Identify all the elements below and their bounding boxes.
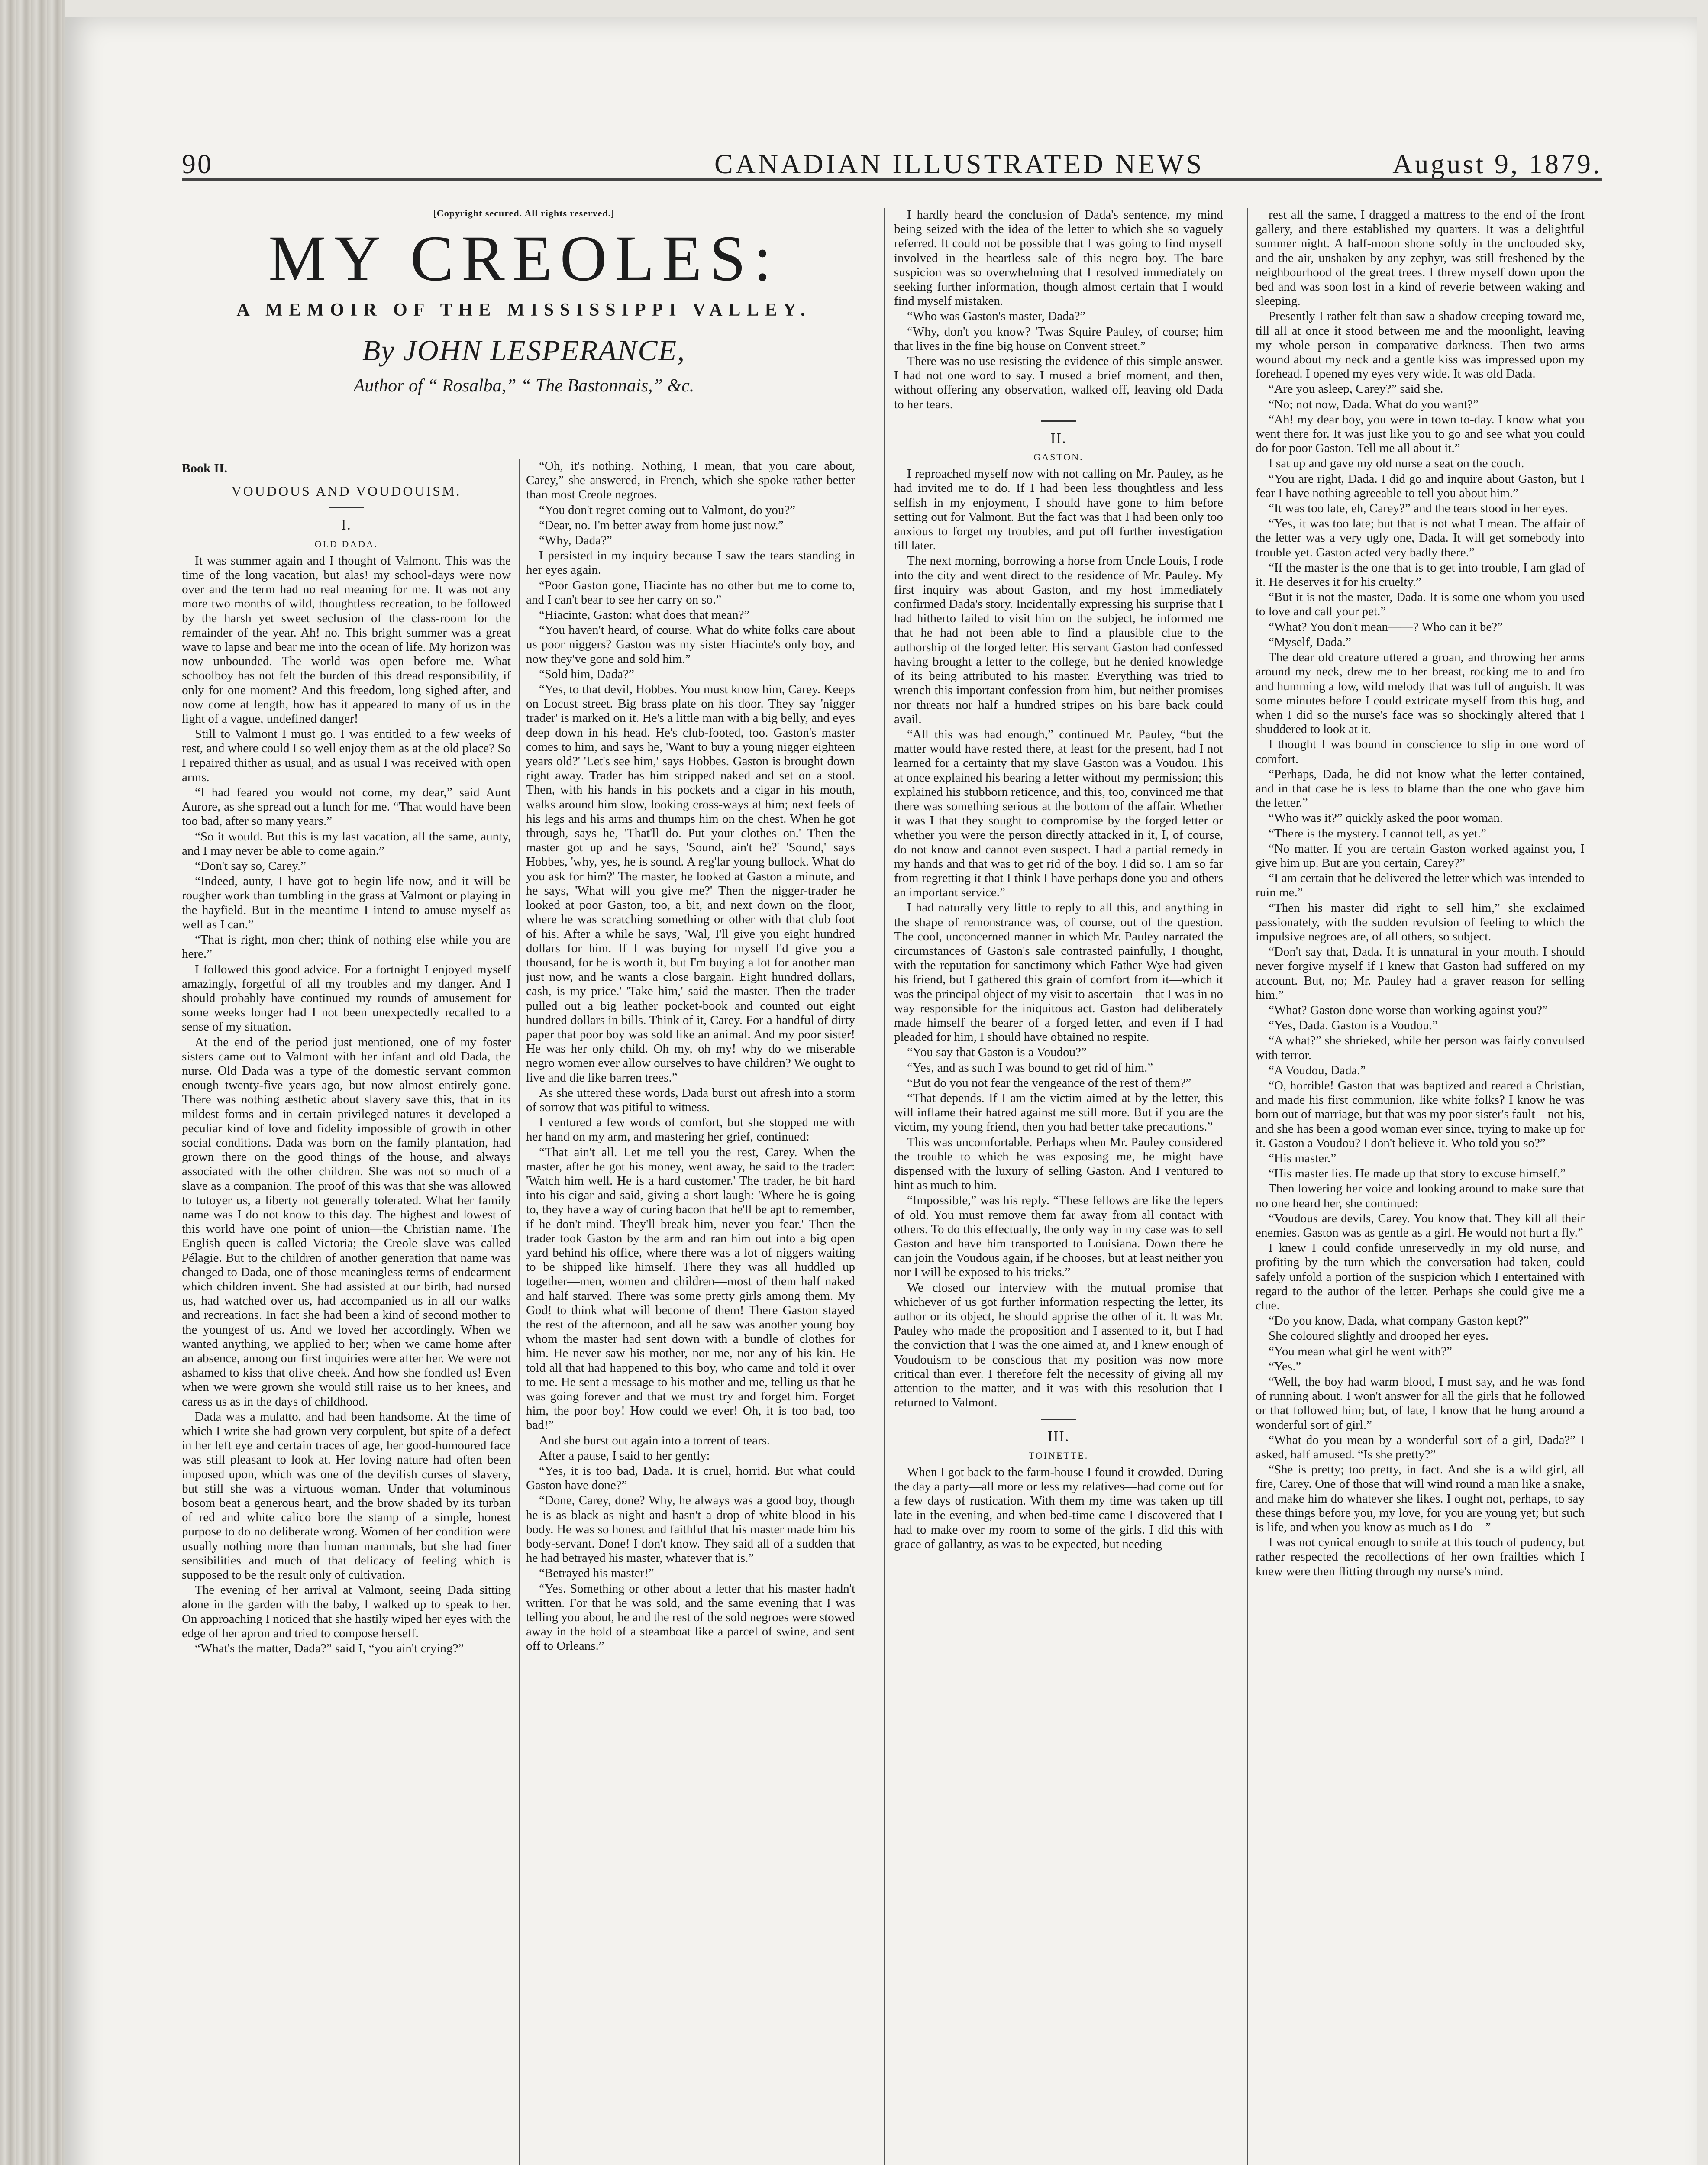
paragraph: rest all the same, I dragged a mattress to the end of the front gallery, and there established my quarters. It was a delightful summer night. A half-moon shone softly in the unclouded sky, and the air, unshaken by any zephyr, was still freshened by the neighbourhood of the great trees. I threw myself down upon the bed and was soon lost in a kind of reverie between waking and sleeping. — [1256, 208, 1585, 308]
column-1 — [182, 461, 511, 1657]
column-2 — [526, 459, 855, 1654]
chapter-3-numeral: III. — [1047, 1428, 1070, 1445]
paragraph: “A what?” she shrieked, while her person was fairly convulsed with terror. — [1256, 1034, 1585, 1062]
column-rule — [884, 208, 885, 2165]
paragraph: “Do you know, Dada, what company Gaston kept?” — [1269, 1314, 1529, 1328]
paragraph: “You are right, Dada. I did go and inquire about Gaston, but I fear I have nothing agreeable to tell you about him.” — [1256, 472, 1585, 500]
paragraph: “What? Gaston done worse than working against you?” — [1269, 1003, 1548, 1017]
paragraph: “Hiacinte, Gaston: what does that mean?” — [539, 608, 750, 622]
paragraph: “Dear, no. I'm better away from home just now.” — [539, 518, 784, 532]
paragraph: The dear old creature uttered a groan, and throwing her arms around my neck, drew me to her breast, rocking me to and fro and humming a low, wild melody that was full of anguish. It was some minutes before I could extricate myself from this hug, and when I did so the nurse's face was so shockingly altered that I shuddered to look at it. — [1256, 650, 1585, 737]
chapter-3-body — [894, 1465, 1223, 1551]
paragraph: “Poor Gaston gone, Hiacinte has no other but me to come to, and I can't bear to see her carry on so.” — [526, 578, 855, 607]
paragraph: “O, horrible! Gaston that was baptized and reared a Christian, and made his first communion, like white folks? I know he was born out of marriage, but that was my poor sister's fault—not his, and she has been a good woman ever since, trying to make up for it. Gaston a Voudou? I don't believe it. Who told you so?” — [1256, 1078, 1585, 1150]
publication-title: CANADIAN ILLUSTRATED NEWS — [714, 149, 1204, 179]
paragraph: After a pause, I said to her gently: — [539, 1448, 710, 1463]
running-head — [182, 148, 1602, 181]
paragraph: The next morning, borrowing a horse from Uncle Louis, I rode into the city and went direct to the residence of Mr. Pauley. My first inquiry was about Gaston, and my host immediately confirmed Dada's story. Incidentally expressing his surprise that I had hitherto failed to visit him on the subject, he informed me that he had not been able to find a plausible clue to the authorship of the forged letter. His servant Gaston had confessed having brought a letter to the college, but he denied knowledge of its being attributed to his master. Everything was tried to wrench this important confession from him, but neither promises nor threats nor half a hundred stripes on his bare back could avail. — [894, 554, 1223, 726]
paragraph: “Voudous are devils, Carey. You know that. They kill all their enemies. Gaston was as gentle as a girl. He would not hurt a fly.” — [1256, 1211, 1585, 1240]
paragraph: “I had feared you would not come, my dear,” said Aunt Aurore, as she spread out a lunch for me. “That would have been too bad, after so many years.” — [182, 785, 511, 828]
paragraph: “I am certain that he delivered the letter which was intended to ruin me.” — [1256, 871, 1585, 900]
paragraph: She coloured slightly and drooped her eyes. — [1269, 1329, 1489, 1343]
paragraph: “There is the mystery. I cannot tell, as yet.” — [1269, 826, 1487, 840]
paragraph: I reproached myself now with not calling on Mr. Pauley, as he had invited me to do. If I had been less thoughtless and less selfish in my enjoyment, I should have gone to him before setting out for Valmont. But the fact was that I had been only too anxious to forget my troubles, and put off further investigation till later. — [894, 467, 1223, 553]
paragraph: “Yes, and as such I was bound to get rid of him.” — [907, 1060, 1153, 1075]
paragraph: “If the master is the one that is to get into trouble, I am glad of it. He deserves it for his cruelty.” — [1256, 560, 1585, 589]
paragraph: “Who was Gaston's master, Dada?” — [907, 309, 1086, 323]
paragraph: “His master lies. He made up that story to excuse himself.” — [1269, 1167, 1566, 1181]
paragraph: “Well, the boy had warm blood, I must say, and he was fond of running about. I won't answer for all the girls that he followed or that followed him; but, of late, I know that he hung around a wonderful sort of girl.” — [1256, 1375, 1585, 1432]
paragraph: “Myself, Dada.” — [1269, 635, 1351, 649]
paragraph: “Done, Carey, done? Why, he always was a good boy, though he is as black as night and hasn't a drop of white blood in his body. He was so honest and faithful that his master made him his body-servant. Done! I don't know. They said all of a sudden that he had betrayed his master, whatever that is.” — [526, 1493, 855, 1565]
paragraph: “Sold him, Dada?” — [539, 667, 634, 681]
paragraph: “Don't say so, Carey.” — [195, 859, 307, 873]
binding-edge — [0, 0, 65, 2165]
paragraph: “What? You don't mean——? Who can it be?” — [1269, 620, 1503, 634]
paragraph: We closed our interview with the mutual promise that whichever of us got further information respecting the letter, its author or its object, he should apprise the other of it. It was Mr. Pauley who made the proposition and I assented to it, but I had the conviction that I was the one aimed at, and I knew enough of Voudouism to be conscious that my position was now more critical than ever. I therefore felt the necessity of giving all my attention to the matter, and it was with this resolution that I returned to Valmont. — [894, 1280, 1223, 1410]
paragraph: “Yes. Something or other about a letter that his master hadn't written. For that he was sold, and the same evening that I was telling you about, he and the rest of the sold negroes were stowed away in the hold of a steamboat like a parcel of swine, and sent off to Orleans.” — [526, 1581, 855, 1653]
paragraph: I hardly heard the conclusion of Dada's sentence, my mind being seized with the idea of the letter to which she so vaguely referred. It could not be possible that I was going to find myself involved in the heartless sale of this negro boy. The bare suspicion was so overwhelming that I resolved immediately on seeking further information, though almost certain that I would find myself mistaken. — [894, 208, 1223, 308]
paragraph: “His master.” — [1269, 1151, 1337, 1165]
paragraph: I followed this good advice. For a fortnight I enjoyed myself amazingly, forgetful of all my troubles and my danger. And I should probably have continued my rounds of amusement for some weeks longer had I not been unexpectedly recalled to a sense of my situation. — [182, 962, 511, 1034]
paragraph: “But it is not the master, Dada. It is some one whom you used to love and call your pet.” — [1256, 590, 1585, 619]
chapter-3-title: TOINETTE. — [1028, 1450, 1089, 1461]
paragraph: When I got back to the farm-house I found it crowded. During the day a party—all more or less my relatives—had come out for a few days of rustication. With them my time was taken up till late in the evening, and when bed-time came I discovered that I had to make over my room to some of the girls. I did this with grace of gallantry, as was to be expected, but needing — [894, 1465, 1223, 1551]
copyright-notice: [Copyright secured. All rights reserved.] — [433, 208, 615, 219]
divider — [329, 507, 364, 508]
chapter-1-continued — [526, 459, 855, 1654]
paragraph: “Betrayed his master!” — [539, 1566, 654, 1580]
paragraph: I sat up and gave my old nurse a seat on the couch. — [1269, 456, 1524, 471]
paragraph: “Ah! my dear boy, you were in town to-day. I know what you went there for. It was just like you to go and see what you could do for poor Gaston. Tell me all about it.” — [1256, 412, 1585, 456]
paragraph: “All this was had enough,” continued Mr. Pauley, “but the matter would have rested there, at least for the present, had I not learned for a certainty that my slave Gaston was a Voudou. This at once explained his bearing a letter without my permission; this explained his stubborn reticence, and this, too, convinced me that there was something serious at the bottom of the affair. Whether it was I that they sought to compromise by the forged letter or whether you were the person directly attacked in it, I, of course, do not know and cannot even suspect. I had a partial remedy in my hands and that was to get rid of the boy. I did so. I am so far from regretting it that I think I have perhaps done you and others an important service.” — [894, 727, 1223, 900]
paragraph: “Don't say that, Dada. It is unnatural in your mouth. I should never forgive myself if I knew that Gaston had suffered on my account. But, no; Mr. Pauley had a graver reason for selling him.” — [1256, 945, 1585, 1002]
paragraph: I ventured a few words of comfort, but she stopped me with her hand on my arm, and mastering her grief, continued: — [526, 1115, 855, 1144]
paragraph: I knew I could confide unreservedly in my old nurse, and profiting by the turn which the conversation had taken, could safely unfold a portion of the suspicion which I entertained with regard to the author of the letter. Perhaps she could give me a clue. — [1256, 1241, 1585, 1313]
paragraph: I thought I was bound in conscience to slip in one word of comfort. — [1256, 737, 1585, 766]
paragraph: “Oh, it's nothing. Nothing, I mean, that you care about, Carey,” she answered, in French, which she spoke rather better than most Creole negroes. — [526, 459, 855, 502]
paragraph: Still to Valmont I must go. I was entitled to a few weeks of rest, and where could I so well enjoy them as at the old place? So I repaired thither as usual, and as usual I was received with open arms. — [182, 727, 511, 784]
divider — [1041, 420, 1076, 422]
chapter-1-title: OLD DADA. — [314, 538, 378, 549]
byline: By JOHN LESPERANCE, — [362, 334, 686, 367]
paragraph: “But do you not fear the vengeance of the rest of them?” — [907, 1076, 1191, 1090]
paragraph: “Are you asleep, Carey?” said she. — [1269, 382, 1443, 396]
paragraph: “That ain't all. Let me tell you the rest, Carey. When the master, after he got his money, went away, he said to the trader: 'Watch him well. He is a hard customer.' The trader, he bit hard into his cigar and said, giving a short laugh: 'Where he is going to, they have a way of curing bacon that he'll be apt to remember, if he don't mind. They'll break him, never you fear.' Then the trader took Gaston by the arm and ran him out into a big open yard behind his office, where there was a lot of niggers waiting to be shipped like himself. There they was all huddled up together—men, women and children—most of them half naked and half starved. There was some pretty girls among them. My God! to think what will become of them! There Gaston stayed the rest of the afternoon, and all he saw was another young boy whom the master had sent down with a bundle of clothes for him. He never saw his mother, nor me, nor any of his kin. He told all that had happened to this boy, who came and told it over to me. He sent a message to his mother and me, telling us that he was going forever and that we must try and forget him. Forget him, the poor boy! How could we ever! Oh, it is too bad, too bad!” — [526, 1145, 855, 1432]
issue-date: August 9, 1879. — [1392, 149, 1602, 179]
paragraph: I had naturally very little to reply to all this, and anything in the shape of remonstrance was, of course, out of the question. The cool, unconcerned manner in which Mr. Pauley narrated the circumstances of Gaston's sale contrasted painfully, I thought, with the reputation for sanctimony which Father Wye had given his friend, but I gathered this grain of comfort from it—which it was the principal object of my visit to ascertain—that I was in no way responsible for the iniquitous act. Gaston had deliberately made himself the bearer of a forged letter, and even if I had pleaded for him, I should have obtained no respite. — [894, 901, 1223, 1044]
paragraph: “Why, Dada?” — [539, 533, 612, 548]
paragraph: “That is right, mon cher; think of nothing else while you are here.” — [182, 933, 511, 961]
paragraph: “Yes, Dada. Gaston is a Voudou.” — [1269, 1018, 1438, 1033]
column-rule — [1247, 208, 1248, 2165]
paragraph: “Yes.” — [1269, 1359, 1301, 1373]
paragraph: “What do you mean by a wonderful sort of a girl, Dada?” I asked, half amused. “Is she pretty?” — [1256, 1433, 1585, 1462]
paragraph: “That depends. If I am the victim aimed at by the letter, this will inflame their hatred against me still more. But if you are the victim, my young friend, then you had better take precautions.” — [894, 1091, 1223, 1134]
chapter-2-body — [894, 467, 1223, 1410]
paragraph: Presently I rather felt than saw a shadow creeping toward me, till all at once it stood between me and the moonlight, leaving my whole person in comparative darkness. Then two arms wound about my neck and a gentle kiss was impressed upon my forehead. I opened my eyes very wide. It was old Dada. — [1256, 309, 1585, 381]
paragraph: “You don't regret coming out to Valmont, do you?” — [539, 503, 796, 517]
chapter-1-body — [182, 554, 511, 1656]
paragraph: “She is pretty; too pretty, in fact. And she is a wild girl, all fire, Carey. One of those that will wind round a man like a snake, and make him do whatever she likes. I ought not, perhaps, to say these things before you, my love, for you are young yet; but such is life, and when you know as much as I do—” — [1256, 1463, 1585, 1535]
paragraph: “A Voudou, Dada.” — [1269, 1063, 1366, 1077]
paragraph: “Then his master did right to sell him,” she exclaimed passionately, with the sudden revulsion of feeling to which the impulsive negroes are, of all others, so subject. — [1256, 901, 1585, 944]
paragraph: “What's the matter, Dada?” said I, “you ain't crying?” — [195, 1642, 464, 1656]
paragraph: At the end of the period just mentioned, one of my foster sisters came out to Valmont with her infant and old Dada, the nurse. Old Dada was a type of the domestic servant common enough twenty-five years ago, but now almost entirely gone. There was nothing æsthetic about slavery save this, that in its mildest forms and in certain privileged natures it developed a peculiar kind of love and fidelity impossible of growth in other social conditions. Dada was born on the family plantation, had grown there on the good things of the house, and always associated with the other children. She was not so much of a slave as a companion. The proof of this was that she was allowed to tutoyer us, a liberty not generally tolerated. What her family name was I do not know to this day. The highest and lowest of this world have one point of union—the Christian name. The English queen is called Victoria; the Creole slave was called Pélagie. But to the children of another generation that name was changed to Dada, one of those meaningless terms of endearment which children invent. She had assisted at our birth, had nursed us, had watched over us, had accompanied us in all our walks and recreations. In fact she had been a kind of second mother to the youngest of us. And we loved her accordingly. When we wanted anything, we applied to her; when we came home after an absence, among our first inquiries were after her. We were not ashamed to kiss that olive cheek. And how she fondled us! Even when we were grown she would still raise us to her knees, and caress us as in the days of childhood. — [182, 1035, 511, 1409]
chapter-1-numeral: I. — [341, 517, 352, 533]
paragraph: I was not cynical enough to smile at this touch of pudency, but rather respected the recollections of her own frailties which I knew were then flitting through my nurse's mind. — [1256, 1535, 1585, 1578]
book-label: Book II. — [182, 461, 228, 475]
chapter-2-title: GASTON. — [1033, 452, 1084, 463]
paragraph: “No matter. If you are certain Gaston worked against you, I give him up. But are you certain, Carey?” — [1256, 841, 1585, 870]
paragraph: Dada was a mulatto, and had been handsome. At the time of which I write she had grown very corpulent, but spite of a defect in her left eye and certain traces of age, her good-humoured face was still pleasant to look at. Her loving nature had often been imposed upon, which was one of the devilish curses of slavery, but still she was a virtuous woman. Under that voluminous bosom beat a generous heart, and the brow shaded by its turban of red and white calico bore the stamp of a simple, honest purpose to do no deliberate wrong. Women of her condition were usually nothing more than human mammals, but she had finer sensibilities and much of that delicacy of feeling which is supposed to be the result only of cultivation. — [182, 1409, 511, 1582]
paragraph: I persisted in my inquiry because I saw the tears standing in her eyes again. — [526, 549, 855, 577]
story-title: MY CREOLES: — [268, 223, 780, 294]
story-masthead — [182, 208, 866, 396]
paragraph: “Impossible,” was his reply. “These fellows are like the lepers of old. You must remove them far away from all contact with others. To do this effectually, the only way in my case was to sell Gaston and have him transported to Louisiana. Down there he can join the Voudous again, if he chooses, but at least neither you nor I will be exposed to his tricks.” — [894, 1193, 1223, 1280]
paragraph: “It was too late, eh, Carey?” and the tears stood in her eyes. — [1269, 501, 1568, 516]
story-subtitle: A MEMOIR OF THE MISSISSIPPI VALLEY. — [236, 300, 811, 320]
page-number: 90 — [182, 149, 213, 179]
paragraph: “You say that Gaston is a Voudou?” — [907, 1045, 1087, 1060]
column-4 — [1256, 208, 1585, 1580]
paragraph: “Who was it?” quickly asked the poor woman. — [1269, 811, 1503, 825]
paragraph: “You haven't heard, of course. What do white folks care about us poor niggers? Gaston was my sister Hiacinte's only boy, and now they've gone and sold him.” — [526, 623, 855, 666]
paragraph: “Yes, it was too late; but that is not what I mean. The affair of the letter was a very ugly one, Dada. It will get somebody into trouble yet. Gaston acted very badly there.” — [1256, 517, 1585, 559]
paragraph: “Perhaps, Dada, he did not know what the letter contained, and in that case he is less to blame than the one who gave him the letter.” — [1256, 767, 1585, 810]
column-rule — [519, 459, 520, 2165]
paragraph: It was summer again and I thought of Valmont. This was the time of the long vacation, but alas! my school-days were now over and the term had no real meaning for me. It was not any more two months of wild, thoughtless recreation, to be followed by the harsh yet sweet seclusion of the class-room for the remainder of the year. Ah! no. This bright summer was a great wave to lapse and bear me into the ocean of life. My horizon was now unbounded. The world was open before me. What schoolboy has not felt the burden of this dread responsibility, if only for one moment? And this freedom, long sighed after, and now come at length, how has it appeared to many of us in the light of a vague, undefined danger! — [182, 553, 511, 726]
paragraph: The evening of her arrival at Valmont, seeing Dada sitting alone in the garden with the baby, I walked up to speak to her. On approaching I noticed that she hastily wiped her eyes with the edge of her apron and tried to compose herself. — [182, 1583, 511, 1640]
paragraph: There was no use resisting the evidence of this simple answer. I had not one word to say. I mused a brief moment, and then, without offering any observation, walked off, leaving old Dada to her tears. — [894, 354, 1223, 411]
paragraph: “Yes, it is too bad, Dada. It is cruel, horrid. But what could Gaston have done?” — [526, 1464, 855, 1493]
paragraph: “Indeed, aunty, I have got to begin life now, and it will be rougher work than tumbling in the grass at Valmont or playing in the hayfield. But in the meantime I intend to amuse myself as well as I can.” — [182, 874, 511, 931]
chapter-3-continued — [1256, 208, 1585, 1579]
paragraph: “No; not now, Dada. What do you want?” — [1269, 397, 1479, 411]
paragraph: As she uttered these words, Dada burst out afresh into a storm of sorrow that was pitiful to witness. — [526, 1086, 855, 1114]
paragraph: “Yes, to that devil, Hobbes. You must know him, Carey. Keeps on Locust street. Big brass plate on his door. They say 'nigger trader' is marked on it. He's a little man with a big belly, and eyes deep down in his head. He's club-footed, too. Gaston's master comes to him, and says he, 'Want to buy a young nigger eighteen years old?' 'Let's see him,' says Hobbes. Gaston is brought down right away. Trader has him stripped naked and set on a stool. Then, with his hands in his pockets and a cigar in his mouth, walks around him slow, looking cross-ways at him; next feels of his legs and his arms and thumps him on the chest. When he got through, says he, 'That'll do. Put your clothes on.' Then the master got up and he says, 'Sound, ain't he?' 'Sound,' says Hobbes, 'why, yes, he is sound. A reg'lar young bullock. What do you ask for him?' The master, he looked at Gaston a minute, and he says, 'What will you give me?' Then the nigger-trader he looked at poor Gaston, too, a bit, and next down on the floor, where he was scratching something or other with that club foot of his. After a while he says, 'Wal, I'll give you eight hundred dollars for him. If I was buying for myself I'd give you a thousand, for he is worth it, but I'm buying a lot for another man just now, and he wants a close bargain. Eight hundred dollars, cash, is my price.' 'Take him,' said the master. Then the trader pulled out a big leather pocket-book and counted out eight hundred dollars in bills. Think of it, Carey. For a handful of dirty paper that poor boy was sold like an animal. And my poor sister! He was her only child. Oh my, oh my! why do we miserable negro women ever allow ourselves to have children? We ought to live and die like barren trees.” — [526, 682, 855, 1085]
paragraph: This was uncomfortable. Perhaps when Mr. Pauley considered the trouble to which he was exposing me, he might have dispensed with the luxury of selling Gaston. And I ventured to hint as much to him. — [894, 1135, 1223, 1192]
paragraph: “Why, don't you know? 'Twas Squire Pauley, of course; him that lives in the fine big house on Convent street.” — [894, 324, 1223, 353]
chapter-1-end — [894, 208, 1223, 412]
chapter-2-numeral: II. — [1050, 430, 1067, 446]
author-credits: Author of “ Rosalba,” “ The Bastonnais,” &c. — [353, 376, 694, 396]
paragraph: “So it would. But this is my last vacation, all the same, aunty, and I may never be able to come again.” — [182, 829, 511, 858]
column-3 — [894, 208, 1223, 1552]
paragraph: Then lowering her voice and looking around to make sure that no one heard her, she continued: — [1256, 1182, 1585, 1210]
paragraph: And she burst out again into a torrent of tears. — [539, 1433, 770, 1448]
paragraph: “You mean what girl he went with?” — [1269, 1344, 1452, 1358]
part-title: VOUDOUS AND VOUDOUISM. — [231, 483, 462, 499]
divider — [1041, 1419, 1076, 1420]
